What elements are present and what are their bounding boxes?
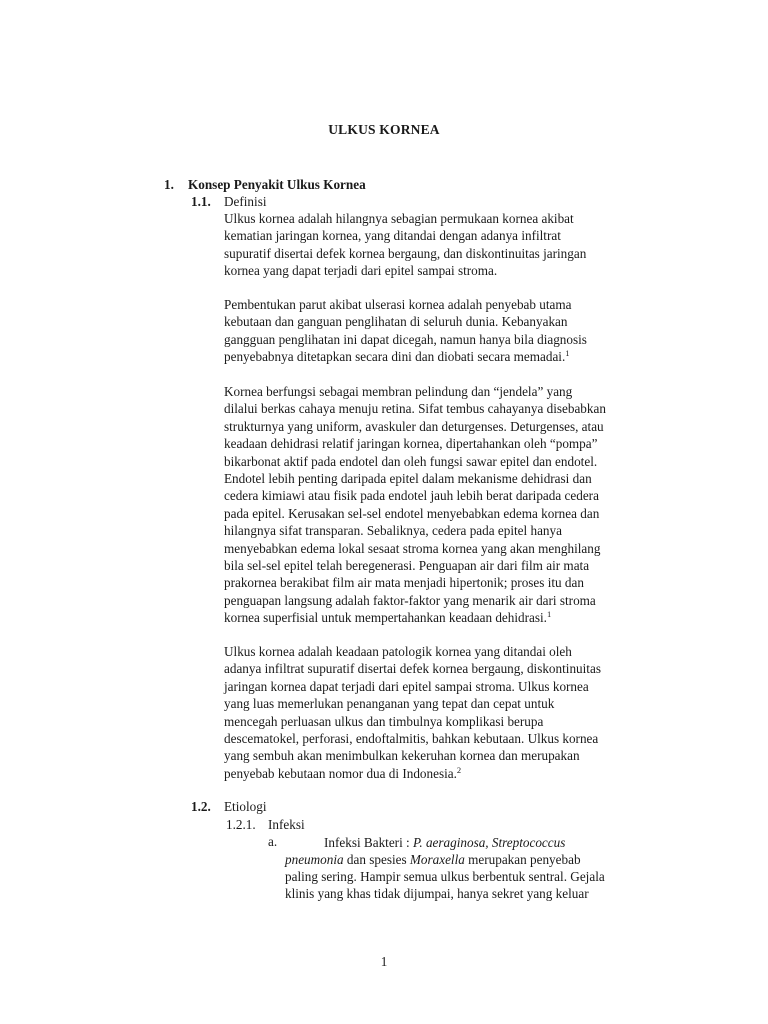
organism-name: pneumonia: [285, 852, 344, 867]
text-segment: Infeksi Bakteri :: [324, 835, 413, 850]
text-line: [324, 834, 565, 851]
text-line: prakornea berakibat film air mata menjadi hipertonik; proses itu dan: [224, 575, 584, 591]
citation-ref: 2: [456, 764, 462, 775]
text-line: gangguan penglihatan ini dapat dicegah, namun hanya bila diagnosis: [224, 331, 587, 347]
text-segment: penyebab kebutaan nomor dua di Indonesia.: [224, 765, 457, 781]
subsection-title: Definisi: [224, 194, 267, 209]
text-line: supuratif disertai defek kornea bergaung, dan diskontinuitas jaringan: [224, 245, 587, 261]
subsubsection-title: Infeksi: [268, 817, 305, 832]
text-line: cedera kimiawi atau fisik pada endotel jauh lebih berat daripada cedera: [224, 488, 599, 504]
page-number: 1: [380, 954, 388, 969]
text-line: [224, 609, 694, 626]
subsection-title: Etiologi: [224, 799, 267, 814]
paragraph-ulcer-definition: [224, 643, 694, 782]
text-line: mencegah perluasan ulkus dan timbulnya komplikasi berupa: [224, 713, 544, 729]
section-number: 1.: [164, 177, 174, 192]
list-marker: a.: [268, 834, 278, 849]
subsection-number: 1.1.: [191, 194, 211, 209]
organism-name: Moraxella: [409, 852, 465, 867]
text-line: keadaan dehidrasi relatif jaringan kornea, dipertahankan oleh “pompa”: [224, 436, 598, 452]
text-line: [285, 851, 581, 868]
text-line: bikarbonat aktif pada endotel dan oleh fungsi sawar epitel dan endotel.: [224, 453, 598, 469]
text-line: pada epitel. Kerusakan sel-sel endotel menyebabkan edema kornea dan: [224, 505, 600, 521]
text-line: Ulkus kornea adalah keadaan patologik kornea yang ditandai oleh: [224, 644, 572, 659]
text-line: paling sering. Hampir semua ulkus berbentuk sentral. Gejala: [285, 869, 605, 884]
text-line: strukturnya yang uniform, avaskuler dan deturgenses. Deturgenses, atau: [224, 418, 604, 434]
citation-ref: 1: [565, 348, 570, 359]
text-line: [224, 348, 694, 365]
text-line: kebutaan dan ganguan penglihatan di seluruh dunia. Kebanyakan: [224, 314, 568, 330]
subsection-number: 1.2.: [191, 799, 211, 814]
text-segment: dan spesies: [343, 852, 410, 867]
text-line: kematian jaringan kornea, yang ditandai dengan adanya infiltrat: [224, 228, 561, 244]
text-line: Pembentukan parut akibat ulserasi kornea adalah penyebab utama: [224, 297, 572, 312]
document-title: ULKUS KORNEA: [328, 122, 440, 137]
text-segment: kornea superfisial untuk mempertahankan keadaan dehidrasi.: [224, 610, 547, 626]
text-line: jaringan kornea dapat terjadi dari epitel sampai stroma. Ulkus kornea: [224, 678, 589, 694]
text-line: [224, 765, 694, 782]
text-segment: merupakan penyebab: [464, 852, 581, 867]
text-line: Endotel lebih penting daripada epitel dalam mekanisme dehidrasi dan: [224, 470, 592, 486]
text-line: menyebabkan edema lokal sesaat stroma kornea yang akan menghilang: [224, 540, 601, 556]
text-line: adanya infiltrat supuratif disertai defek kornea bergaung, diskontinuitas: [224, 661, 601, 677]
text-line: Kornea berfungsi sebagai membran pelindung dan “jendela” yang: [224, 384, 573, 399]
text-line: descematokel, perforasi, endoftalmitis, bahkan kebutaan. Ulkus kornea: [224, 730, 599, 746]
text-line: kornea yang dapat terjadi dari epitel sampai stroma.: [224, 263, 498, 279]
section-title: Konsep Penyakit Ulkus Kornea: [188, 177, 366, 192]
text-line: yang sembuh akan menimbulkan kekeruhan kornea dan merupakan: [224, 748, 580, 764]
text-line: klinis yang khas tidak dijumpai, hanya sekret yang keluar: [285, 886, 589, 901]
text-line: penguapan langsung adalah faktor-faktor yang menarik air dari stroma: [224, 592, 596, 608]
paragraph-cornea-function: [224, 383, 694, 626]
paragraph-scarring: [224, 296, 694, 366]
text-line: bila sel-sel epitel telah beregenerasi. Penguapan air dari film air mata: [224, 557, 590, 573]
text-segment: penyebabnya ditetapkan secara dini dan diobati secara memadai.: [224, 349, 566, 365]
citation-ref: 1: [546, 609, 552, 620]
paragraph-definition: [224, 210, 694, 280]
text-line: Ulkus kornea adalah hilangnya sebagian permukaan kornea akibat: [224, 211, 574, 226]
text-line: hilangnya sifat transparan. Sebaliknya, cedera pada epitel hanya: [224, 523, 562, 539]
organism-name: P. aeraginosa, Streptococcus: [413, 835, 566, 850]
text-line: dilalui berkas cahaya menuju retina. Sifat tembus cahayanya disebabkan: [224, 401, 606, 417]
text-line: yang luas memerlukan penanganan yang tepat dan cepat untuk: [224, 696, 555, 712]
subsubsection-number: 1.2.1.: [226, 817, 256, 832]
